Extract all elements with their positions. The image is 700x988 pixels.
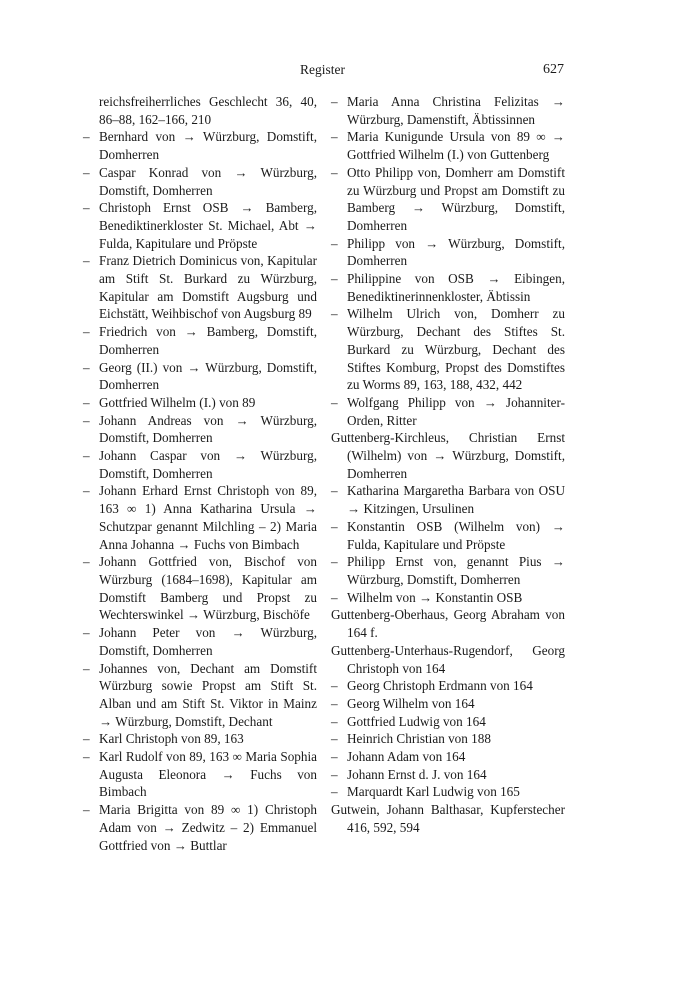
index-entry-text: Gottfried Wilhelm (I.) von 89 [99,394,256,410]
index-entry-text: Katharina Margaretha Barbara von OSU → Kitzingen, Ursulinen [347,483,565,517]
index-entry-text: Gottfried Ludwig von 164 [347,713,486,729]
index-entry-text: Maria Anna Christina Felizitas → Würzburg, Damenstift, Äbtissinnen [347,94,565,127]
index-subentry [331,730,565,748]
index-entry-text: Wolfgang Philipp von → Johanniter-Orden, Ritter [347,394,565,428]
index-subentry [83,199,317,252]
index-column-right [331,93,565,837]
index-entry-continuation [83,93,317,128]
index-entry-text: Karl Christoph von 89, 163 [99,731,244,747]
subentry-dash: – [331,589,338,605]
subentry-dash: – [331,129,338,145]
index-subentry [83,412,317,447]
subentry-dash: – [331,235,338,251]
index-subentry [331,270,565,305]
subentry-dash: – [83,412,90,428]
index-entry-text: Wilhelm Ulrich von, Domherr zu Würzburg, Dechant des Stiftes St. Burkard zu Würzburg, Dechant des Stiftes Komburg, Propst des Domstiftes zu Worms 89, 163, 188, 432, 442 [347,306,565,393]
index-entry-text: Heinrich Christian von 188 [347,731,491,747]
index-entry-text: Georg (II.) von → Würzburg, Domstift, Domherren [99,359,317,393]
index-entry-text: Johann Ernst d. J. von 164 [347,766,487,782]
subentry-dash: – [83,394,90,410]
index-entry-text: Johann Erhard Ernst Christoph von 89, 163 ∞ 1) Anna Katharina Ursula → Schutzpar genannt Milchling – 2) Maria Anna Johanna → Fuchs von Bimbach [99,483,317,552]
index-subentry [331,128,565,163]
subentry-dash: – [83,359,90,375]
running-head: Register [300,62,345,77]
subentry-dash: – [331,713,338,729]
subentry-dash: – [83,200,90,216]
subentry-dash: – [331,784,338,800]
index-entry-text: Georg Wilhelm von 164 [347,695,475,711]
index-entry-text: Konstantin OSB (Wilhelm von) → Fulda, Kapitulare und Pröpste [347,518,565,552]
subentry-dash: – [331,554,338,570]
index-subentry [331,748,565,766]
index-entry-text: Bernhard von → Würzburg, Domstift, Domherren [99,129,317,163]
index-subentry [331,553,565,588]
index-subentry [331,589,565,607]
index-headword-entry [331,429,565,482]
index-entry-text: Otto Philipp von, Domherr am Domstift zu Würzburg und Propst am Domstift zu Bamberg → Würzburg, Domstift, Domherren [347,164,565,233]
index-entry-text: Georg Christoph Erdmann von 164 [347,678,533,694]
subentry-dash: – [331,164,338,180]
index-entry-text: Marquardt Karl Ludwig von 165 [347,784,520,800]
index-subentry [83,394,317,412]
index-headword-entry [331,801,565,836]
index-entry-text: Johann Andreas von → Würzburg, Domstift, Domherren [99,412,317,446]
index-subentry [331,677,565,695]
subentry-dash: – [83,625,90,641]
index-subentry [83,624,317,659]
subentry-dash: – [331,271,338,287]
subentry-dash: – [83,324,90,340]
index-subentry [331,766,565,784]
subentry-dash: – [83,802,90,818]
index-subentry [331,394,565,429]
index-entry-text: Philippine von OSB → Eibingen, Benediktinerinnenkloster, Äbtissin [347,271,565,304]
index-subentry [331,783,565,801]
index-subentry [83,553,317,624]
index-entry-text: Johannes von, Dechant am Domstift Würzburg sowie Propst am Stift St. Alban und am Stift St. Viktor in Mainz → Würzburg, Domstift, Dechant [99,660,317,729]
index-headword-entry [331,606,565,641]
index-entry-text: reichsfreiherrliches Geschlecht 36, 40, 86–88, 162–166, 210 [99,94,317,127]
index-subentry [331,713,565,731]
subentry-dash: – [331,94,338,109]
index-subentry [83,660,317,731]
index-subentry [83,748,317,801]
index-subentry [83,801,317,854]
index-subentry [331,164,565,235]
index-entry-text: Johann Caspar von → Würzburg, Domstift, Domherren [99,448,317,481]
index-entry-text: Maria Kunigunde Ursula von 89 ∞ → Gottfried Wilhelm (I.) von Guttenberg [347,129,565,163]
index-entry-text: Johann Peter von → Würzburg, Domstift, Domherren [99,625,317,658]
subentry-dash: – [83,253,90,269]
subentry-dash: – [83,660,90,676]
index-subentry [331,305,565,394]
index-entry-text: Guttenberg-Unterhaus-Rugendorf, Georg Christoph von 164 [331,642,565,676]
index-entry-text: Friedrich von → Bamberg, Domstift, Domherren [99,324,317,357]
index-entry-text: Christoph Ernst OSB → Bamberg, Benediktinerkloster St. Michael, Abt → Fulda, Kapitulare und Pröpste [99,200,317,251]
index-subentry [331,93,565,128]
index-entry-text: Johann Adam von 164 [347,749,466,765]
index-subentry [83,164,317,199]
index-subentry [331,695,565,713]
page-number: 627 [543,62,564,77]
index-entry-text: Caspar Konrad von → Würzburg, Domstift, Domherren [99,164,317,198]
subentry-dash: – [83,129,90,145]
subentry-dash: – [331,518,338,534]
index-entry-text: Guttenberg-Oberhaus, Georg Abraham von 164 f. [331,607,565,641]
subentry-dash: – [83,731,90,747]
index-subentry [83,252,317,323]
index-subentry [83,730,317,748]
index-entry-text: Philipp von → Würzburg, Domstift, Domherren [347,235,565,269]
index-headword-entry [331,642,565,677]
subentry-dash: – [331,766,338,782]
index-subentry [331,482,565,517]
subentry-dash: – [331,695,338,711]
subentry-dash: – [83,554,90,570]
index-subentry [83,482,317,553]
index-entry-text: Franz Dietrich Dominicus von, Kapitular am Stift St. Burkard zu Würzburg, Kapitular am Domstift Augsburg und Eichstätt, Weihbischof von Augsburg 89 [99,253,317,322]
subentry-dash: – [83,749,90,765]
subentry-dash: – [83,483,90,499]
subentry-dash: – [331,731,338,747]
index-entry-text: Philipp Ernst von, genannt Pius → Würzburg, Domstift, Domherren [347,554,565,587]
index-subentry [83,447,317,482]
subentry-dash: – [83,164,90,180]
index-entry-text: Karl Rudolf von 89, 163 ∞ Maria Sophia Augusta Eleonora → Fuchs von Bimbach [99,749,317,800]
index-entry-text: Gutwein, Johann Balthasar, Kupferstecher 416, 592, 594 [331,802,565,835]
index-entry-text: Maria Brigitta von 89 ∞ 1) Christoph Adam von → Zedwitz – 2) Emmanuel Gottfried von → Buttlar [99,802,317,853]
subentry-dash: – [331,749,338,765]
index-subentry [331,235,565,270]
index-subentry [83,359,317,394]
index-entry-text: Wilhelm von → Konstantin OSB [347,589,523,605]
subentry-dash: – [331,483,338,499]
index-subentry [331,518,565,553]
subentry-dash: – [331,678,338,694]
index-column-left [83,93,317,854]
subentry-dash: – [331,394,338,410]
subentry-dash: – [331,306,338,322]
subentry-dash: – [83,448,90,464]
index-entry-text: Guttenberg-Kirchleus, Christian Ernst (Wilhelm) von → Würzburg, Domstift, Domherren [331,430,565,481]
index-entry-text: Johann Gottfried von, Bischof von Würzburg (1684–1698), Kapitular am Domstift Bamberg und Propst zu Wechterswinkel → Würzburg, Bischöfe [99,554,317,623]
index-subentry [83,323,317,358]
index-subentry [83,128,317,163]
